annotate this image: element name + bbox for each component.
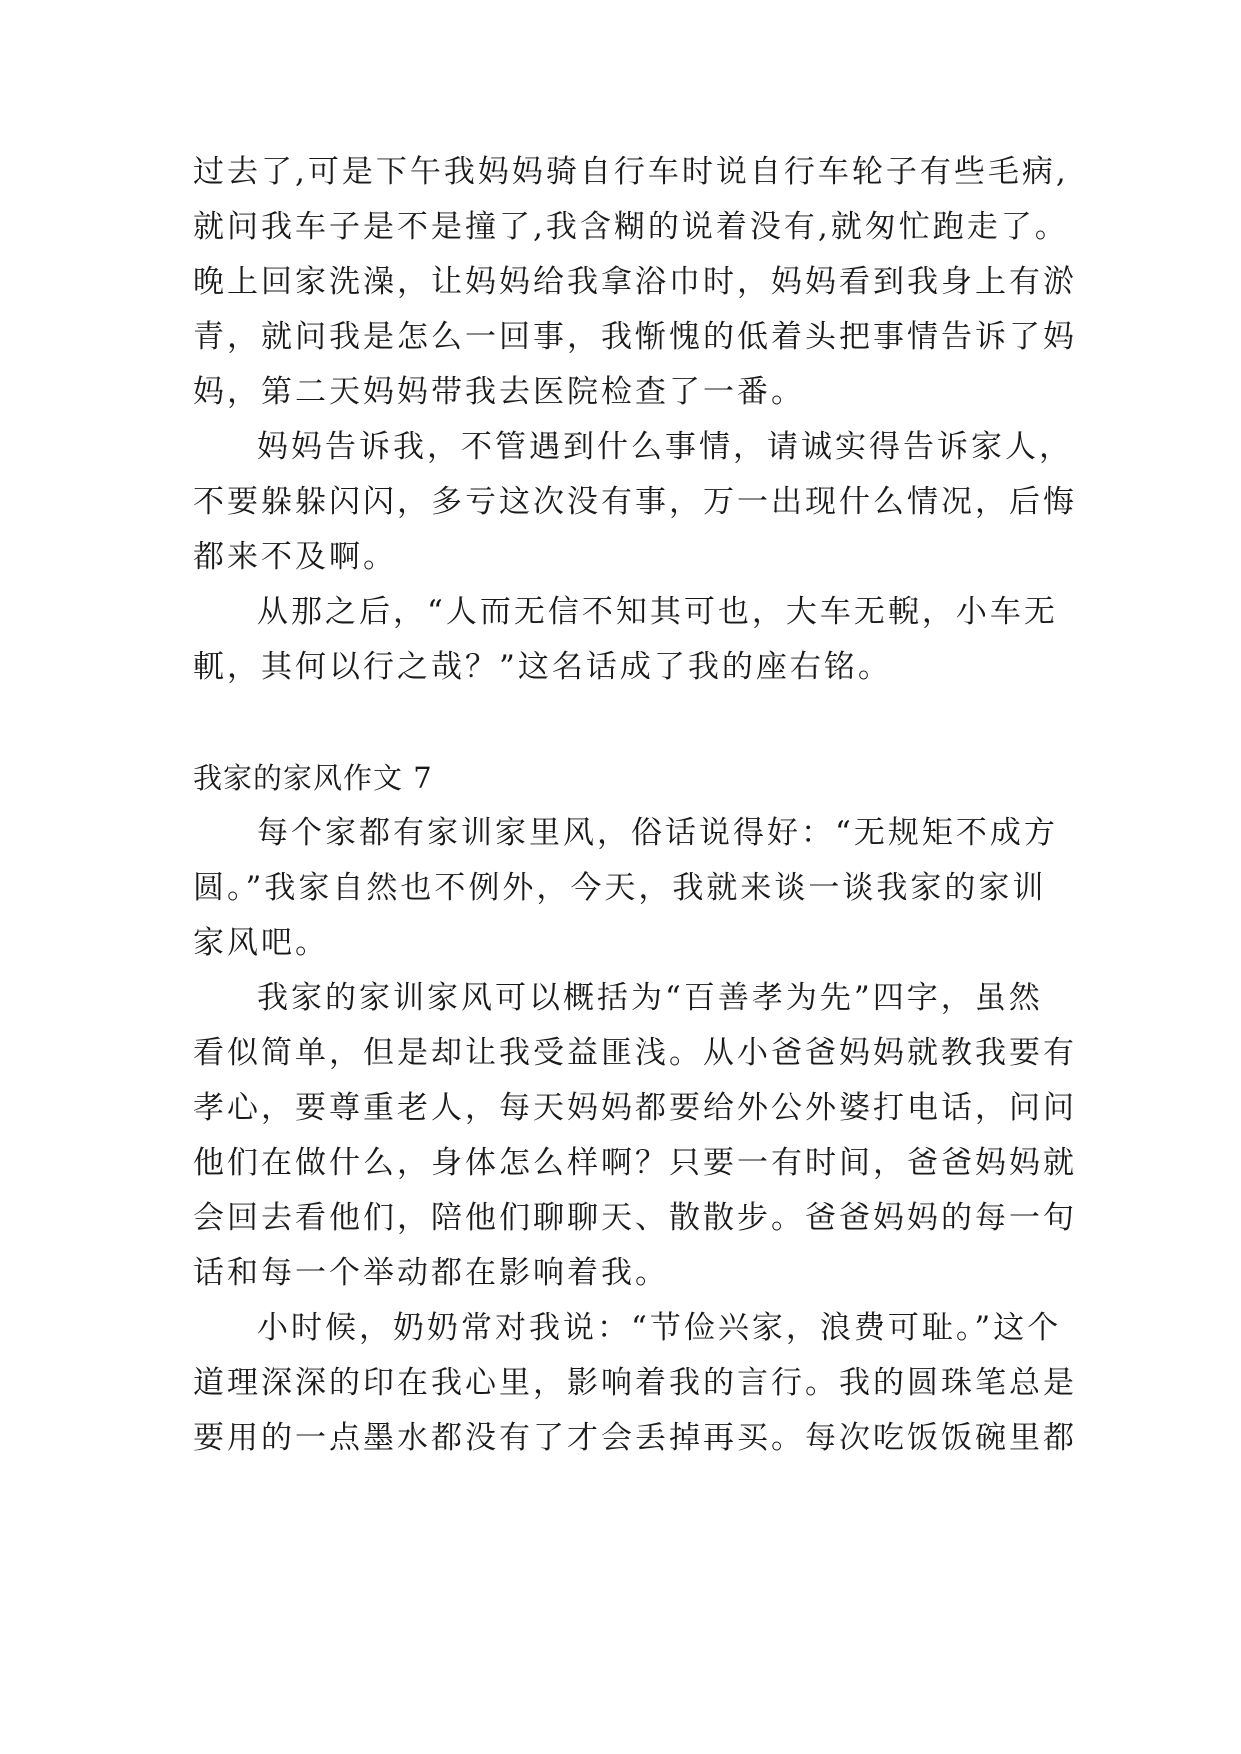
text-line: 家风吧。 bbox=[193, 925, 329, 961]
text-line: 妈妈告诉我，不管遇到什么事情，请诚实得告诉家人， bbox=[257, 429, 1073, 465]
text-line: 都来不及啊。 bbox=[193, 539, 397, 575]
text-line: 话和每一个举动都在影响着我。 bbox=[193, 1255, 669, 1291]
text-line: 他们在做什么，身体怎么样啊？只要一有时间，爸爸妈妈就 bbox=[193, 1145, 1077, 1181]
text-line: 不要躲躲闪闪，多亏这次没有事，万一出现什么情况，后悔 bbox=[193, 484, 1077, 520]
text-line: 青，就问我是怎么一回事，我惭愧的低着头把事情告诉了妈 bbox=[193, 319, 1077, 355]
text-line: 軏，其何以行之哉？”这名话成了我的座右铭。 bbox=[193, 649, 892, 685]
text-line: 圆。”我家自然也不例外，今天，我就来谈一谈我家的家训 bbox=[193, 870, 1047, 906]
text-line: 道理深深的印在我心里，影响着我的言行。我的圆珠笔总是 bbox=[193, 1365, 1077, 1401]
text-line: 要用的一点墨水都没有了才会丢掉再买。每次吃饭饭碗里都 bbox=[193, 1420, 1077, 1456]
text-line: 每个家都有家训家里风，俗话说得好：“无规矩不成方 bbox=[257, 815, 1058, 851]
essay-heading: 我家的家风作文 7 bbox=[193, 761, 433, 795]
text-line: 会回去看他们，陪他们聊聊天、散散步。爸爸妈妈的每一句 bbox=[193, 1200, 1077, 1236]
text-line: 孝心，要尊重老人，每天妈妈都要给外公外婆打电话，问问 bbox=[193, 1090, 1077, 1126]
text-line: 妈，第二天妈妈带我去医院检查了一番。 bbox=[193, 374, 805, 410]
text-line: 就问我车子是不是撞了,我含糊的说着没有,就匆忙跑走了。 bbox=[193, 209, 1069, 245]
text-line: 过去了,可是下午我妈妈骑自行车时说自行车轮子有些毛病, bbox=[193, 154, 1069, 190]
text-line: 看似简单，但是却让我受益匪浅。从小爸爸妈妈就教我要有 bbox=[193, 1035, 1077, 1071]
text-line: 小时候，奶奶常对我说：“节俭兴家，浪费可耻。”这个 bbox=[257, 1310, 1062, 1346]
text-line: 晚上回家洗澡，让妈妈给我拿浴巾时，妈妈看到我身上有淤 bbox=[193, 264, 1077, 300]
text-line: 我家的家训家风可以概括为“百善孝为先”四字，虽然 bbox=[257, 980, 1043, 1016]
text-line: 从那之后，“人而无信不知其可也，大车无輗，小车无 bbox=[257, 594, 1058, 630]
